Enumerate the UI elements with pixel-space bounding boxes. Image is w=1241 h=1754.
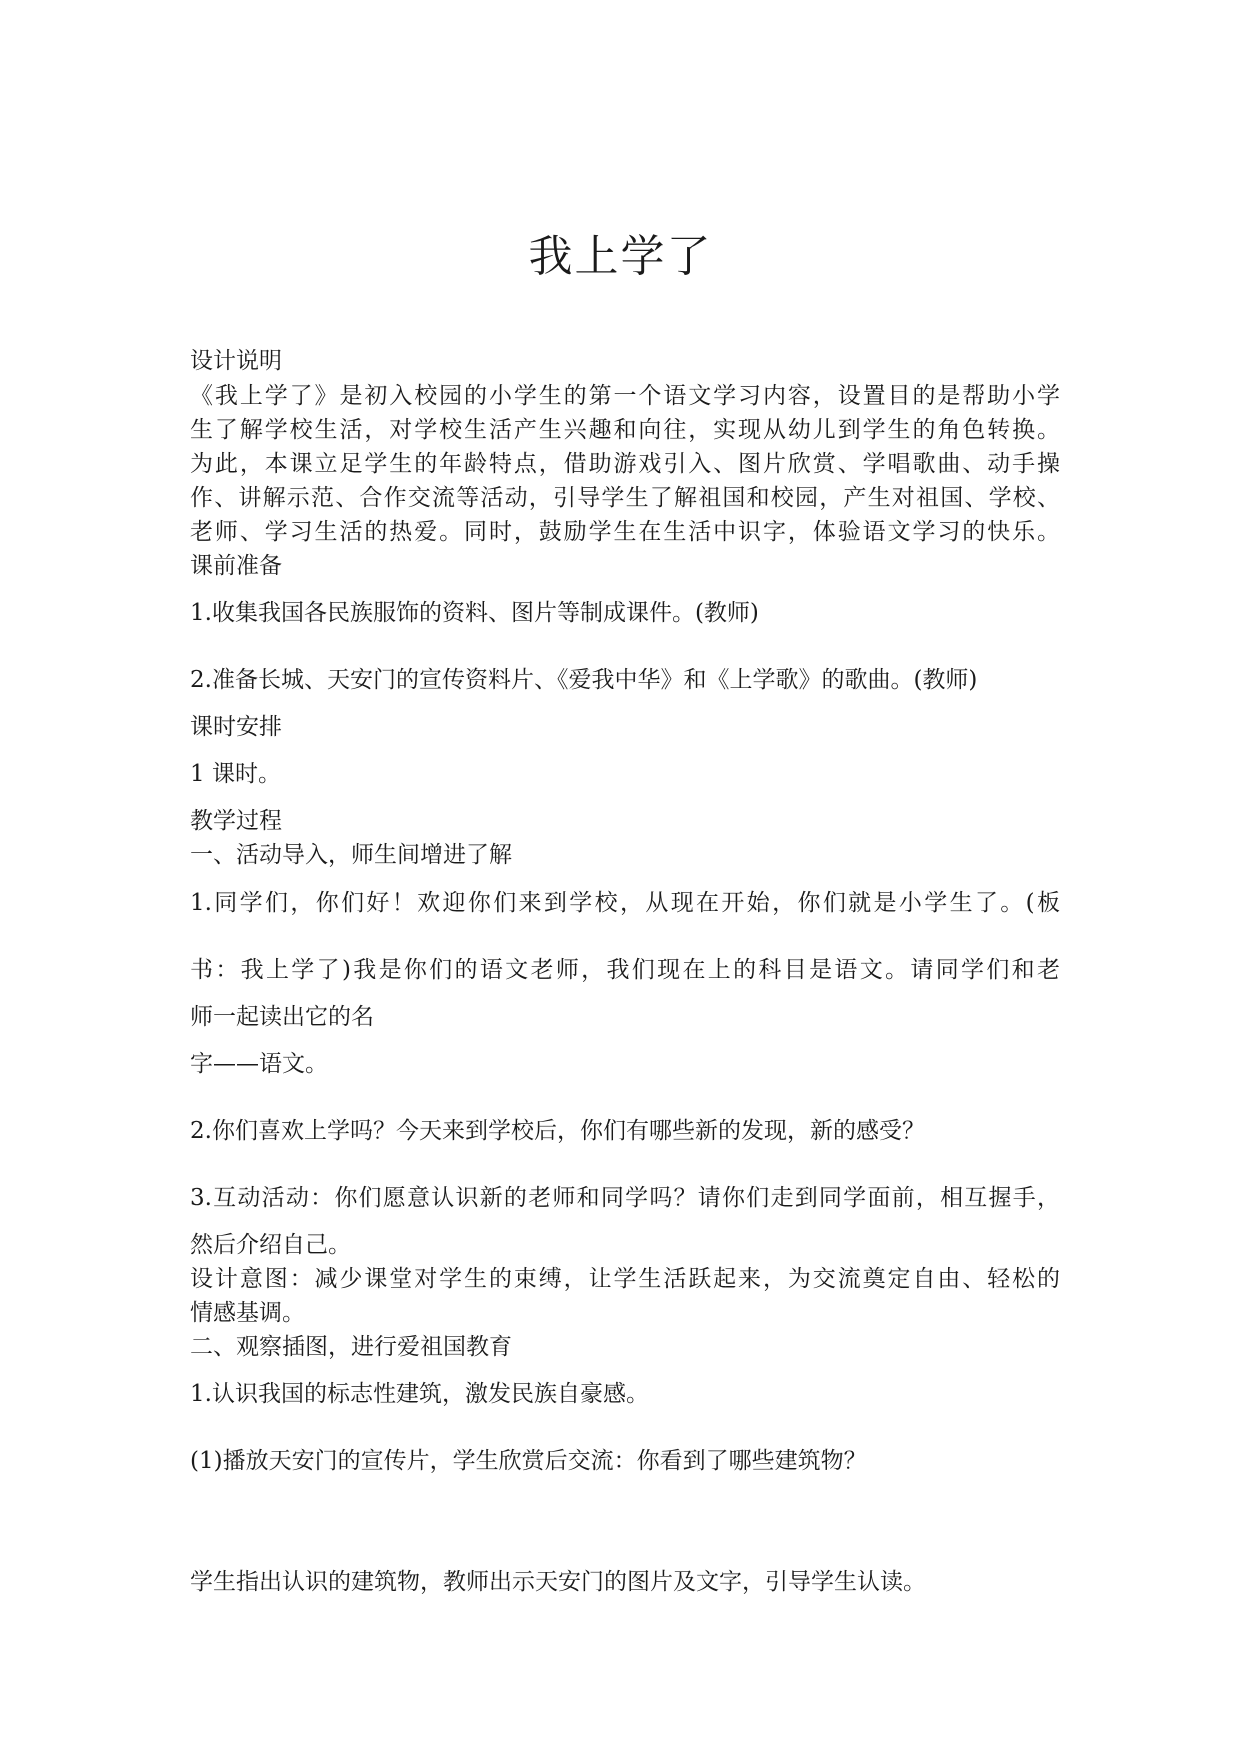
section-heading-process: 教学过程 [190, 808, 282, 834]
section-heading-design-notes: 设计说明 [190, 348, 282, 374]
paragraph-line: 学生指出认识的建筑物，教师出示天安门的图片及文字，引导学生认读。 [190, 1569, 926, 1595]
paragraph-line: 为此，本课立足学生的年龄特点，借助游戏引入、图片欣赏、学唱歌曲、动手操 [190, 451, 1060, 477]
list-item: 2.准备长城、天安门的宣传资料片、《爱我中华》和《上学歌》的歌曲。(教师) [190, 667, 978, 693]
design-intent-line: 设计意图：减少课堂对学生的束缚，让学生活跃起来，为交流奠定自由、轻松的 [190, 1266, 1060, 1292]
list-item: 3.互动活动：你们愿意认识新的老师和同学吗？请你们走到同学面前，相互握手， [190, 1185, 1060, 1211]
section-heading-schedule: 课时安排 [190, 714, 282, 740]
paragraph-line: 字——语文。 [190, 1051, 328, 1077]
subsection-heading: 二、观察插图，进行爱祖国教育 [190, 1334, 512, 1360]
list-item: 2.你们喜欢上学吗？今天来到学校后，你们有哪些新的发现，新的感受？ [190, 1118, 925, 1144]
paragraph-line: 书：我上学了)我是你们的语文老师，我们现在上的科目是语文。请同学们和老 [190, 957, 1060, 983]
list-item: (1)播放天安门的宣传片，学生欣赏后交流：你看到了哪些建筑物？ [190, 1448, 867, 1474]
paragraph-line: 然后介绍自己。 [190, 1232, 351, 1258]
paragraph-line: 老师、学习生活的热爱。同时，鼓励学生在生活中识字，体验语文学习的快乐。 [190, 519, 1060, 545]
section-heading-preparation: 课前准备 [190, 553, 282, 579]
list-item: 1.同学们，你们好！欢迎你们来到学校，从现在开始，你们就是小学生了。(板 [190, 890, 1060, 916]
paragraph-line: 生了解学校生活，对学校生活产生兴趣和向往，实现从幼儿到学生的角色转换。 [190, 417, 1060, 443]
document-title: 我上学了 [528, 231, 713, 282]
design-intent-line: 情感基调。 [190, 1300, 305, 1326]
paragraph-line: 《我上学了》是初入校园的小学生的第一个语文学习内容，设置目的是帮助小学 [190, 383, 1060, 409]
list-item: 1.收集我国各民族服饰的资料、图片等制成课件。(教师) [190, 600, 759, 626]
paragraph-line: 师一起读出它的名 [190, 1004, 374, 1030]
subsection-heading: 一、活动导入，师生间增进了解 [190, 842, 512, 868]
paragraph-line: 1 课时。 [190, 761, 281, 787]
list-item: 1.认识我国的标志性建筑，激发民族自豪感。 [190, 1381, 649, 1407]
paragraph-line: 作、讲解示范、合作交流等活动，引导学生了解祖国和校园，产生对祖国、学校、 [190, 485, 1060, 511]
